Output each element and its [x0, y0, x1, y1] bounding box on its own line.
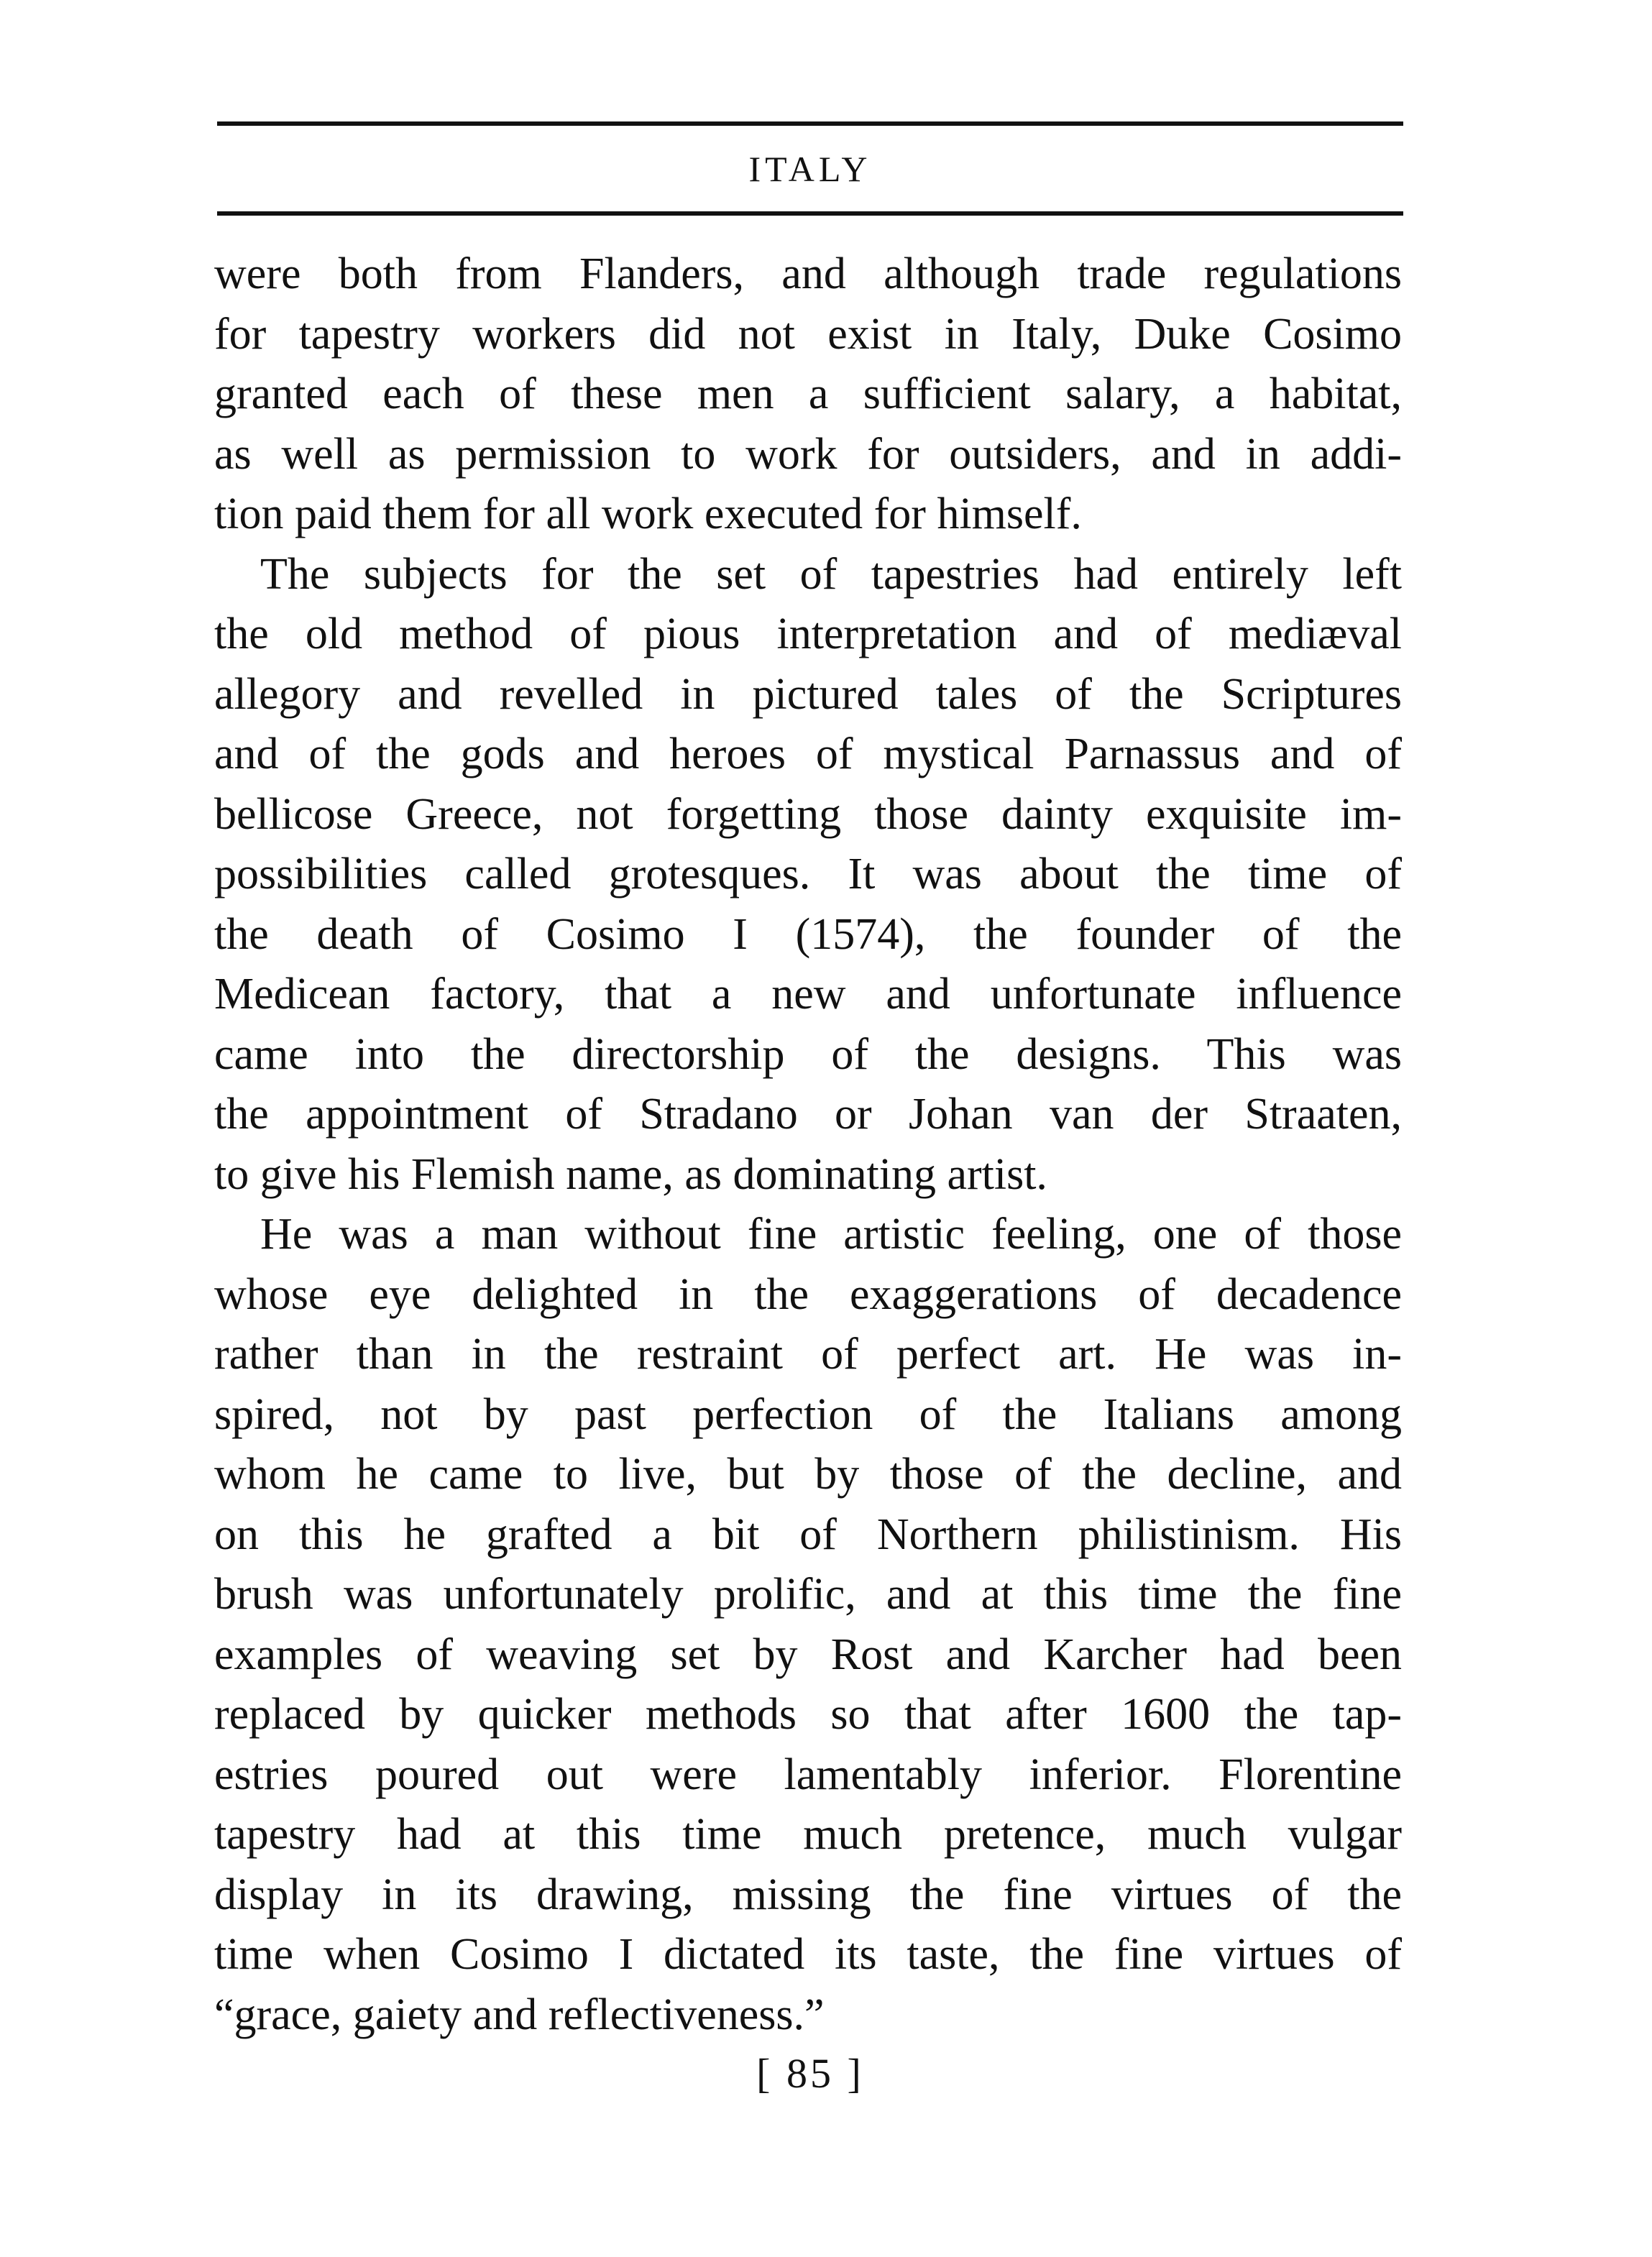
text-line: as well as permission to work for outsiders, and in addi- — [214, 429, 1402, 479]
text-line: granted each of these men a sufficient salary, a habitat, — [214, 369, 1402, 418]
text-line: the old method of pious interpretation and of mediæval — [214, 610, 1402, 658]
text-line: time when Cosimo I dictated its taste, the fine virtues of — [214, 1930, 1402, 1979]
text-line: examples of weaving set by Rost and Karcher had been — [214, 1629, 1402, 1679]
text-line: rather than in the restraint of perfect art. He was in- — [214, 1330, 1402, 1379]
paragraph-2 — [214, 545, 1402, 1205]
header-rule-bottom — [217, 211, 1403, 216]
text-line: brush was unfortunately prolific, and at this time the fine — [214, 1570, 1402, 1619]
text-line: The subjects for the set of tapestries had entirely left — [260, 549, 1402, 599]
page-number: [ 85 ] — [756, 2050, 864, 2097]
text-line: tapestry had at this time much pretence, much vulgar — [214, 1810, 1402, 1859]
text-line: spired, not by past perfection of the Italians among — [214, 1389, 1402, 1439]
text-line: whom he came to live, but by those of the decline, and — [214, 1450, 1402, 1499]
text-line: for tapestry workers did not exist in Italy, Duke Cosimo — [214, 309, 1402, 359]
running-head-title: ITALY — [748, 149, 872, 189]
paragraph-3 — [214, 1205, 1402, 2045]
text-line: allegory and revelled in pictured tales of the Scriptures — [214, 669, 1402, 719]
text-line: and of the gods and heroes of mystical Parnassus and of — [214, 730, 1402, 778]
text-line: replaced by quicker methods so that after 1600 the tap- — [214, 1690, 1402, 1739]
text-line: possibilities called grotesques. It was about the time of — [214, 850, 1402, 898]
text-line: whose eye delighted in the exaggerations of decadence — [214, 1269, 1402, 1319]
text-line: display in its drawing, missing the fine virtues of the — [214, 1870, 1402, 1919]
text-line: “grace, gaiety and reflectiveness.” — [214, 1990, 825, 2039]
text-line: estries poured out were lamentably inferior. Florentine — [214, 1750, 1402, 1799]
text-line: the death of Cosimo I (1574), the founder of the — [214, 909, 1402, 959]
header-rule-top — [217, 121, 1403, 126]
body-text — [214, 244, 1402, 2045]
paragraph-1 — [214, 244, 1402, 545]
text-line: were both from Flanders, and although trade regulations — [214, 249, 1402, 298]
text-line: tion paid them for all work executed for himself. — [214, 489, 1082, 538]
text-line: bellicose Greece, not forgetting those dainty exquisite im- — [214, 789, 1402, 839]
text-line: to give his Flemish name, as dominating artist. — [214, 1149, 1047, 1199]
text-line: on this he grafted a bit of Northern philistinism. His — [214, 1509, 1402, 1559]
text-line: the appointment of Stradano or Johan van der Straaten, — [214, 1090, 1402, 1139]
text-line: Medicean factory, that a new and unfortunate influence — [214, 970, 1402, 1019]
text-line: came into the directorship of the designs. This was — [214, 1029, 1402, 1079]
text-line: He was a man without fine artistic feeling, one of those — [260, 1210, 1402, 1259]
